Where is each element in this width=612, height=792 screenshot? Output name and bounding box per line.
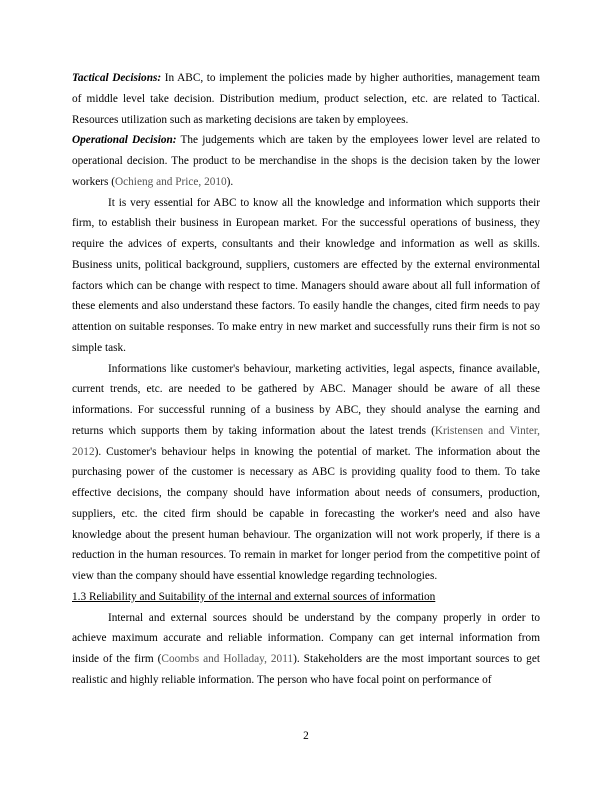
tactical-decisions-label: Tactical Decisions: — [72, 72, 162, 84]
section-heading: 1.3 Reliability and Suitability of the internal and external sources of information — [72, 590, 436, 603]
page-number: 2 — [303, 730, 309, 742]
tactical-decisions-paragraph — [72, 68, 540, 130]
body-paragraph-2-end: ). Customer's behaviour helps in knowing the potential of market. The information about the purchasing power of the customer is necessary as ABC is providing quality food to them. To take effective decisions, the company should have information about needs of consumers, production, suppliers, etc. the cited firm should be capable in forecasting the worker's need and also have knowledge about the present human behaviour. The organization will not work properly, if there is a reduction in the human resources. To remain in market for longer period from the competitive point of view than the company should have essential knowledge regarding technologies. — [72, 445, 540, 582]
tactical-decisions-text: In ABC, to implement the policies made by higher authorities, management team of middle level take decision. Distribution medium, product selection, etc. are related to Tactical. Resources utilization such as marketing decisions are taken by employees. — [72, 72, 540, 126]
operational-decision-label: Operational Decision: — [72, 134, 177, 147]
operational-decision-end: ). — [226, 175, 234, 188]
body-paragraph-3-end: ). Stakeholders are the most important sources to get realistic and highly reliable information. The person who have focal point on performance of — [72, 653, 540, 686]
operational-decision-text: The judgements which are taken by the employees lower level are related to operational decision. The product to be merchandise in the shops is the decision taken by the lower workers ( — [72, 134, 540, 188]
body-paragraph-2-start: Informations like customer's behaviour, marketing activities, legal aspects, finance available, current trends, etc. are needed to be gathered by ABC. Manager should be aware of all these informations. For successful running of a business by ABC, they should analyse the earning and returns which supports them by taking information about the latest trends ( — [72, 362, 540, 437]
body-paragraph-3-start: Internal and external sources should be understand by the company properly in order to achieve maximum accurate and reliable information. Company can get internal information from inside of the firm ( — [72, 611, 540, 665]
citation-ochieng-price: Ochieng and Price, 2010 — [114, 175, 227, 188]
operational-decision-paragraph — [72, 130, 540, 192]
body-paragraph-1: It is very essential for ABC to know all the knowledge and information which supports their firm, to establish their business in European market. For the successful operations of business, they require the advices of experts, consultants and their knowledge and information as well as skills. Business units, political background, suppliers, customers are effected by the external environmental factors which can be change with respect to time. Managers should aware about all full information of these elements and also understand these factors. To easily handle the changes, cited firm needs to pay attention on suitable responses. To make entry in new market and successfully runs their firm is not so simple task. — [72, 196, 540, 354]
body-paragraph-2 — [72, 359, 540, 587]
page-body — [72, 68, 540, 691]
citation-kristensen-vinter: Kristensen and Vinter, 2012 — [72, 424, 541, 458]
body-paragraph-3 — [72, 608, 540, 691]
citation-coombs-holladay: Coombs and Holladay, 2011 — [161, 653, 294, 665]
